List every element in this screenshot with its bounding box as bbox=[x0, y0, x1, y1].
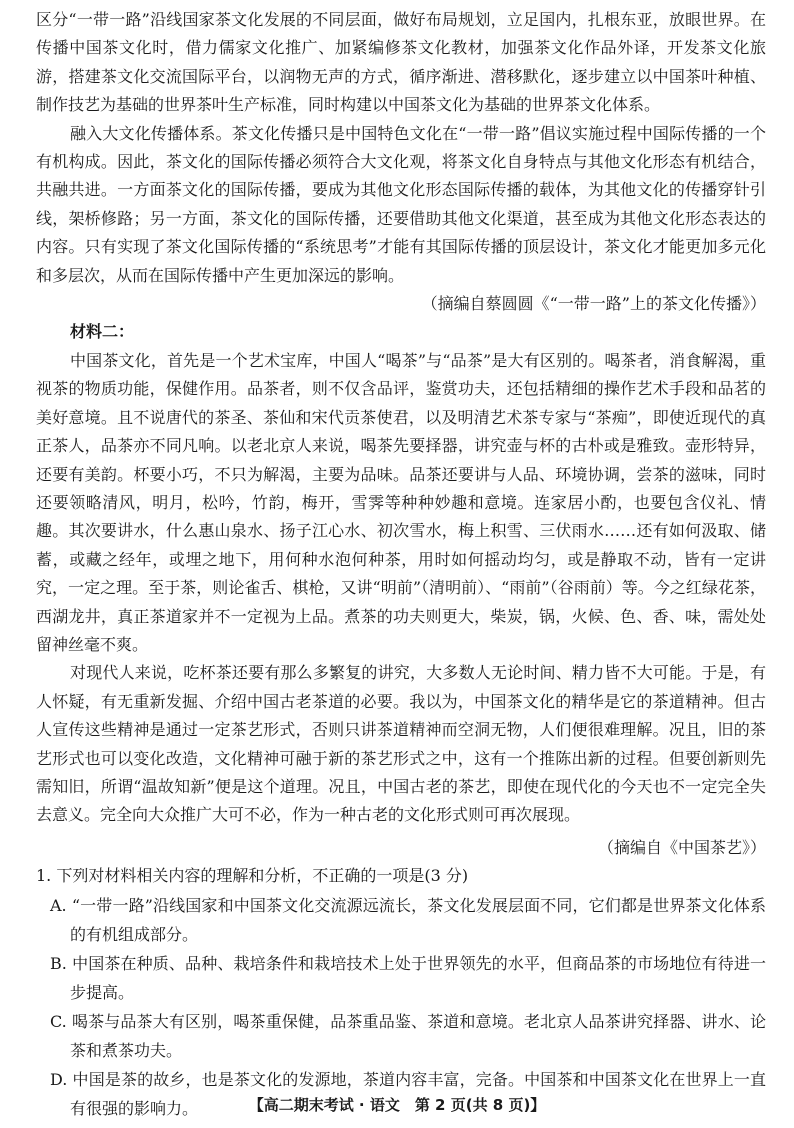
question-1-option-c[interactable]: C. 喝茶与品茶大有区别，喝茶重保健，品茶重品鉴、茶道和意境。老北京人品茶讲究择器、讲水、论茶和煮茶功夫。 bbox=[50, 1011, 766, 1060]
document-page bbox=[36, 6, 766, 1123]
question-1-option-a[interactable]: A. “一带一路”沿线国家和中国茶文化交流源远流长，茶文化发展层面不同，它们都是世界茶文化体系的有机组成部分。 bbox=[50, 895, 766, 944]
material2-heading: 材料二： bbox=[70, 322, 135, 342]
material2-source: （摘编自《中国茶艺》） bbox=[597, 837, 766, 857]
material2-paragraph-1: 中国茶文化，首先是一个艺术宝库，中国人“喝茶”与“品茶”是大有区别的。喝茶者，消食解渴，重视茶的物质功能，保健作用。品茶者，则不仅含品评，鉴赏功夫，还包括精细的操作艺术手段和品茗的美好意境。且不说唐代的茶圣、茶仙和宋代贡茶使君，以及明清艺术茶专家与“茶痴”，即使近现代的真正茶人，品茶亦不同凡响。以老北京人来说，喝茶先要择器，讲究壶与杯的古朴或是雅致。壶形特异，还要有美韵。杯要小巧，不只为解渴，主要为品味。品茶还要讲与人品、环境协调，尝茶的滋味，同时还要领略清风，明月，松吟，竹韵，梅开，雪霁等种种妙趣和意境。连家居小酌，也要包含仪礼、情趣。其次要讲水，什么惠山泉水、扬子江心水、初次雪水，梅上积雪、三伏雨水……还有如何汲取、储蓄，或藏之经年，或埋之地下，用何种水泡何种茶，用时如何摇动均匀，或是静取不动，皆有一定讲究，一定之理。至于茶，则论雀舌、棋枪，又讲“明前”（清明前）、“雨前”（谷雨前）等。今之红绿花茶，西湖龙井，真正茶道家并不一定视为上品。煮茶的功夫则更大，柴炭，锅，火候、色、香、味，需处处留神丝毫不爽。 bbox=[36, 350, 766, 654]
material1-paragraph-last: 融入大文化传播体系。茶文化传播只是中国特色文化在“一带一路”倡议实施过程中国际传播的一个有机构成。因此，茶文化的国际传播必须符合大文化观，将茶文化自身特点与其他文化形态有机结合，共融共进。一方面茶文化的国际传播，要成为其他文化形态国际传播的载体，为其他文化的传播穿针引线，架桥修路；另一方面，茶文化的国际传播，还要借助其他文化渠道，甚至成为其他文化形态表达的内容。只有实现了茶文化国际传播的“系统思考”才能有其国际传播的顶层设计，茶文化才能更加多元化和多层次，从而在国际传播中产生更加深远的影响。 bbox=[36, 123, 766, 285]
material1-source: （摘编自蔡圆圆《“一带一路”上的茶文化传播》） bbox=[421, 294, 766, 314]
question-1-option-d[interactable]: D. 中国是茶的故乡，也是茶文化的发源地，茶道内容丰富，完备。中国茶和中国茶文化在世界上一直有很强的影响力。 bbox=[50, 1069, 766, 1118]
material1-paragraph-end: 区分“一带一路”沿线国家茶文化发展的不同层面，做好布局规划，立足国内，扎根东亚，放眼世界。在传播中国茶文化时，借力儒家文化推广、加紧编修茶文化教材，加强茶文化作品外译，开发茶文化旅游，搭建茶文化交流国际平台，以润物无声的方式，循序渐进、潜移默化，逐步建立以中国茶叶种植、制作技艺为基础的世界茶叶生产标准，同时构建以中国茶文化为基础的世界茶文化体系。 bbox=[36, 10, 766, 115]
page-footer: 【高二期末考试 · 语文 第 2 页(共 8 页)】 bbox=[248, 1096, 546, 1114]
material2-paragraph-2: 对现代人来说，吃杯茶还要有那么多繁复的讲究，大多数人无论时间、精力皆不大可能。于是，有人怀疑，有无重新发掘、介绍中国古老茶道的必要。我以为，中国茶文化的精华是它的茶道精神。但古人宣传这些精神是通过一定茶艺形式，否则只讲茶道精神而空洞无物，人们便很难理解。况且，旧的茶艺形式也可以变化改造，文化精神可融于新的茶艺形式之中，这有一个推陈出新的过程。但要创新则先需知旧，所谓“温故知新”便是这个道理。况且，中国古老的茶艺，即使在现代化的今天也不一定完全失去意义。完全向大众推广大可不必，作为一种古老的文化形式则可再次展现。 bbox=[36, 663, 766, 825]
question-1-option-b[interactable]: B. 中国茶在种质、品种、栽培条件和栽培技术上处于世界领先的水平，但商品茶的市场地位有待进一步提高。 bbox=[50, 953, 766, 1002]
question-1-stem: 1. 下列对材料相关内容的理解和分析，不正确的一项是(3 分) bbox=[36, 866, 469, 886]
